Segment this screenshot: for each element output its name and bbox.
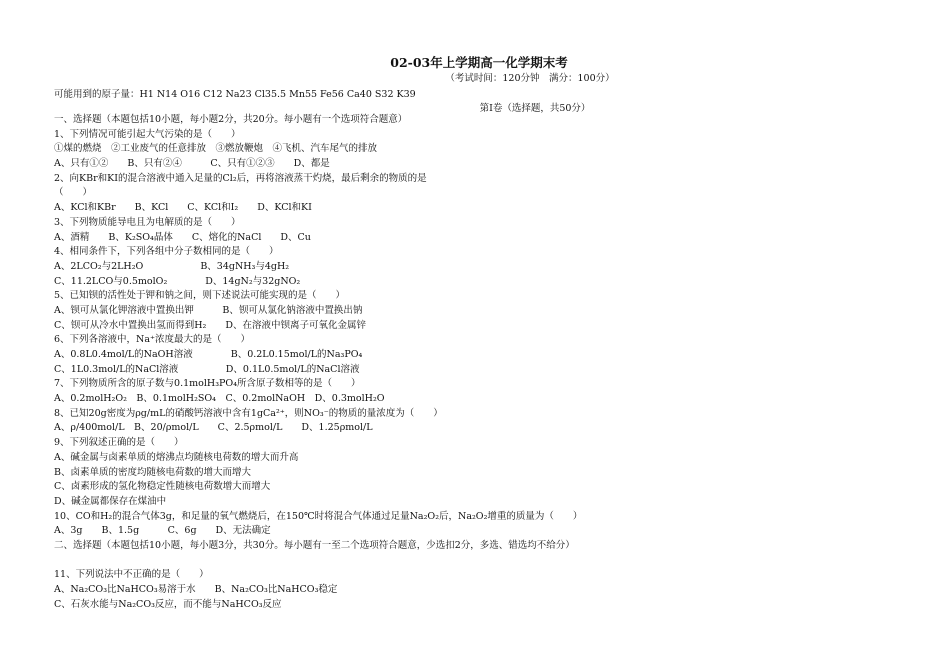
- question-5-options-ab: A、钡可从氯化钾溶液中置换出钾 B、钡可从氯化钠溶液中置换出钠: [54, 304, 363, 316]
- question-11: 11、下列说法中不正确的是（ ）: [54, 569, 209, 581]
- question-8: 8、已知20g密度为ρg/mL的硝酸钙溶液中含有1gCa²⁺，则NO₃⁻的物质的量浓度为（ ）: [54, 407, 443, 419]
- question-9-option-a: A、碱金属与卤素单质的熔沸点均随核电荷数的增大而升高: [54, 451, 299, 463]
- blank-line: [54, 554, 914, 569]
- question-9: 9、下列叙述正确的是（ ）: [54, 437, 184, 449]
- atomic-masses-line: 可能用到的原子量：H1 N14 O16 C12 Na23 Cl35.5 Mn55 Fe56 Ca40 S32 K39: [54, 89, 416, 100]
- question-4: 4、相同条件下，下列各组中分子数相同的是（ ）: [54, 246, 279, 258]
- question-11-option-c: C、石灰水能与Na₂CO₃反应，而不能与NaHCO₃反应: [54, 598, 282, 610]
- question-5-options-cd: C、钡可从冷水中置换出氢而得到H₂ D、在溶液中钡离子可氧化金属锌: [54, 319, 366, 331]
- question-body: [54, 113, 914, 612]
- question-1: 1、下列情况可能引起大气污染的是（ ）: [54, 128, 241, 140]
- question-1-items: ①煤的燃烧 ②工业废气的任意排放 ③燃放鞭炮 ④飞机、汽车尾气的排放: [54, 143, 378, 155]
- question-9-option-d: D、碱金属都保存在煤油中: [54, 495, 167, 507]
- question-8-options: A、ρ/400mol/L B、20/ρmol/L C、2.5ρmol/L D、1.25ρmol/L: [54, 422, 373, 434]
- question-10-options: A、3g B、1.5g C、6g D、无法确定: [54, 525, 271, 537]
- question-7-options: A、0.2molH₂O₂ B、0.1molH₂SO₄ C、0.2molNaOH D、0.3molH₂O: [54, 393, 385, 405]
- question-9-option-c: C、卤素形成的氢化物稳定性随核电荷数增大而增大: [54, 481, 271, 493]
- question-4-options-ab: A、2LCO₂与2LH₂O B、34gNH₃与4gH₂: [54, 260, 290, 272]
- question-7: 7、下列物质所含的原子数与0.1molH₃PO₄所含原子数相等的是（ ）: [54, 378, 361, 390]
- question-6-options-cd: C、1L0.3mol/L的NaCl溶液 D、0.1L0.5mol/L的NaCl溶液: [54, 363, 360, 375]
- section-instructions: 一、选择题（本题包括10小题，每小题2分，共20分。每小题有一个选项符合题意）: [54, 114, 408, 125]
- question-6: 6、下列各溶液中，Na⁺浓度最大的是（ ）: [54, 334, 251, 346]
- question-2-options: A、KCl和KBr B、KCl C、KCl和I₂ D、KCl和KI: [54, 202, 312, 214]
- question-1-options: A、只有①② B、只有②④ C、只有①②③ D、都是: [54, 158, 330, 170]
- question-3-options: A、酒精 B、K₂SO₄晶体 C、熔化的NaCl D、Cu: [54, 231, 311, 243]
- question-4-options-cd: C、11.2LCO与0.5molO₂ D、14gN₂与32gNO₂: [54, 275, 301, 287]
- question-6-options-ab: A、0.8L0.4mol/L的NaOH溶液 B、0.2L0.15mol/L的Na₃PO₄: [54, 349, 363, 360]
- question-10: 10、CO和H₂的混合气体3g，和足量的氧气燃烧后，在150℃时将混合气体通过足量Na₂O₂后，Na₂O₂增重的质量为（ ）: [54, 510, 583, 522]
- question-2-blank: （ ）: [54, 187, 93, 199]
- question-5: 5、已知钡的活性处于钾和钠之间，则下述说法可能实现的是（ ）: [54, 290, 346, 302]
- question-11-options-ab: A、Na₂CO₃比NaHCO₃易溶于水 B、Na₂CO₃比NaHCO₃稳定: [54, 584, 338, 595]
- section-two-instructions: 二、选择题（本题包括10小题，每小题3分，共30分。每小题有一至二个选项符合题意，少选扣2分，多选、错选均不给分）: [54, 539, 575, 551]
- question-9-option-b: B、卤素单质的密度均随核电荷数的增大而增大: [54, 466, 251, 478]
- exam-title: 02-03年上学期高一化学期末考: [390, 55, 568, 70]
- question-2: 2、向KBr和KI的混合溶液中通入足量的Cl₂后，再将溶液蒸干灼烧，最后剩余的物质的是: [54, 172, 427, 184]
- exam-subtitle: （考试时间：120分钟 满分：100分）: [445, 73, 615, 84]
- section-one-heading: 第Ⅰ卷（选择题，共50分）: [479, 103, 591, 114]
- question-3: 3、下列物质能导电且为电解质的是（ ）: [54, 216, 241, 228]
